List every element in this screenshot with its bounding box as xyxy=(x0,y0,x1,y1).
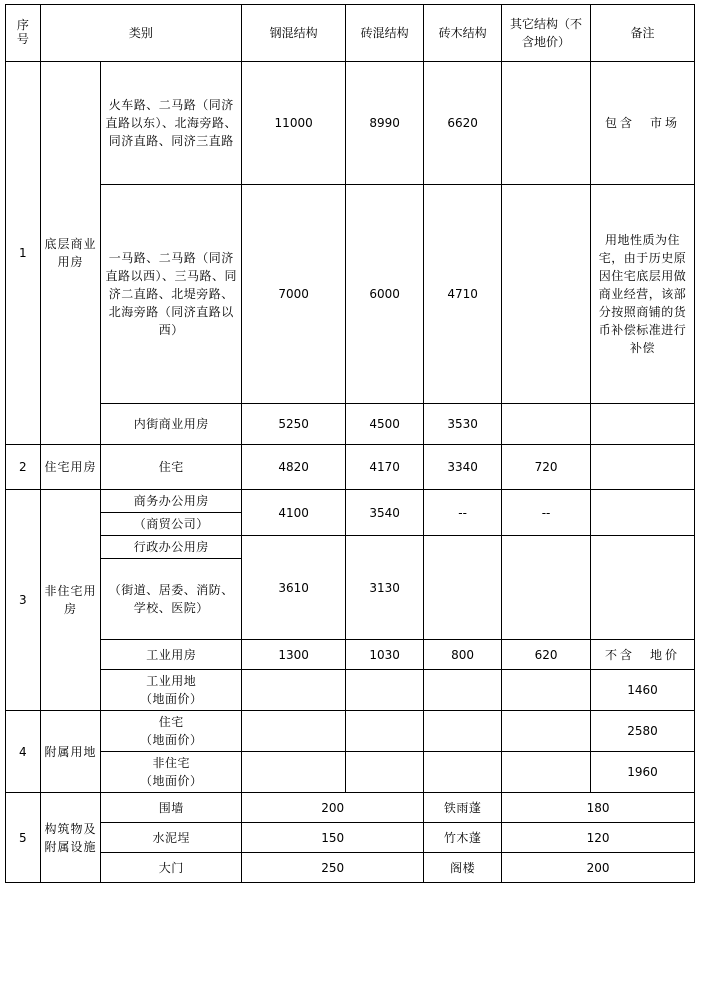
cell-other xyxy=(502,670,591,711)
cell-gangun: 7000 xyxy=(242,185,346,404)
table-row xyxy=(6,640,695,670)
cell-zhuanhun xyxy=(346,752,424,793)
cell-other: 620 xyxy=(502,640,591,670)
cell-value-a: 200 xyxy=(242,793,424,823)
cell-remark: 用地性质为住宅，由于历史原因住宅底层用做商业经营，该部分按照商铺的货币补偿标准进行补偿 xyxy=(590,185,694,404)
cell-zhuanmu: 4710 xyxy=(424,185,502,404)
cell-zhuanhun: 8990 xyxy=(346,62,424,185)
cell-other xyxy=(502,185,591,404)
table-row xyxy=(6,445,695,490)
table-header-row xyxy=(6,5,695,62)
cell-other xyxy=(502,752,591,793)
row-subname: 火车路、二马路（同济直路以东）、北海旁路、同济直路、同济三直路 xyxy=(101,62,242,185)
row-subname-secondary: （商贸公司） xyxy=(101,513,242,536)
cell-gangun: 5250 xyxy=(242,404,346,445)
row-category: 非住宅用房 xyxy=(40,490,101,711)
cell-value-a: 250 xyxy=(242,853,424,883)
row-subname: 住宅 （地面价） xyxy=(101,711,242,752)
cell-zhuanmu: 3340 xyxy=(424,445,502,490)
row-subname: 商务办公用房 xyxy=(101,490,242,513)
cell-gangun: 4820 xyxy=(242,445,346,490)
cell-gangun: 11000 xyxy=(242,62,346,185)
row-subname: 内街商业用房 xyxy=(101,404,242,445)
cell-zhuanmu: 3530 xyxy=(424,404,502,445)
row-subname-b: 竹木蓬 xyxy=(424,823,502,853)
header-category: 类别 xyxy=(40,5,242,62)
cell-zhuanmu xyxy=(424,536,502,640)
header-other: 其它结构（不含地价） xyxy=(502,5,591,62)
row-index: 5 xyxy=(6,793,41,883)
cell-zhuanmu xyxy=(424,711,502,752)
cell-remark xyxy=(590,404,694,445)
row-category: 底层商业用房 xyxy=(40,62,101,445)
cell-remark xyxy=(590,536,694,640)
header-gangun: 钢混结构 xyxy=(242,5,346,62)
row-subname: 工业用地 （地面价） xyxy=(101,670,242,711)
cell-other xyxy=(502,62,591,185)
row-index: 4 xyxy=(6,711,41,793)
cell-zhuanhun: 4170 xyxy=(346,445,424,490)
compensation-table xyxy=(5,4,695,883)
cell-gangun xyxy=(242,752,346,793)
cell-remark xyxy=(590,445,694,490)
row-index: 3 xyxy=(6,490,41,711)
table-row xyxy=(6,536,695,559)
cell-zhuanhun: 3540 xyxy=(346,490,424,536)
cell-gangun: 3610 xyxy=(242,536,346,640)
table-row xyxy=(6,404,695,445)
cell-value-a: 150 xyxy=(242,823,424,853)
cell-value-b: 180 xyxy=(502,793,695,823)
row-subname: 行政办公用房 xyxy=(101,536,242,559)
cell-zhuanhun: 6000 xyxy=(346,185,424,404)
row-subname: 一马路、二马路（同济直路以西）、三马路、同济二直路、北堤旁路、北海旁路（同济直路以西） xyxy=(101,185,242,404)
cell-zhuanhun xyxy=(346,711,424,752)
cell-zhuanhun: 1030 xyxy=(346,640,424,670)
row-subname-b: 铁雨蓬 xyxy=(424,793,502,823)
cell-value-b: 200 xyxy=(502,853,695,883)
cell-remark: 不含 地价 xyxy=(590,640,694,670)
cell-remark: 2580 xyxy=(590,711,694,752)
table-row xyxy=(6,711,695,752)
cell-value-b: 120 xyxy=(502,823,695,853)
cell-zhuanhun: 4500 xyxy=(346,404,424,445)
row-subname-b: 阁楼 xyxy=(424,853,502,883)
header-remark: 备注 xyxy=(590,5,694,62)
table-row xyxy=(6,793,695,823)
cell-remark xyxy=(590,490,694,536)
row-subname: 住宅 xyxy=(101,445,242,490)
document-page xyxy=(0,4,701,1001)
cell-remark: 1460 xyxy=(590,670,694,711)
cell-remark: 1960 xyxy=(590,752,694,793)
cell-other xyxy=(502,404,591,445)
cell-other: -- xyxy=(502,490,591,536)
header-seq: 序 号 xyxy=(6,5,41,62)
cell-gangun xyxy=(242,711,346,752)
row-subname: 围墙 xyxy=(101,793,242,823)
row-subname-secondary: （街道、居委、消防、学校、医院） xyxy=(101,559,242,640)
row-subname: 非住宅 （地面价） xyxy=(101,752,242,793)
cell-zhuanmu xyxy=(424,670,502,711)
cell-zhuanmu: -- xyxy=(424,490,502,536)
cell-other xyxy=(502,711,591,752)
cell-zhuanmu: 800 xyxy=(424,640,502,670)
cell-zhuanmu: 6620 xyxy=(424,62,502,185)
row-subname: 大门 xyxy=(101,853,242,883)
table-row xyxy=(6,670,695,711)
cell-other: 720 xyxy=(502,445,591,490)
cell-other xyxy=(502,536,591,640)
cell-gangun: 1300 xyxy=(242,640,346,670)
row-subname: 水泥埕 xyxy=(101,823,242,853)
table-row xyxy=(6,823,695,853)
cell-zhuanhun: 3130 xyxy=(346,536,424,640)
row-category: 附属用地 xyxy=(40,711,101,793)
row-subname: 工业用房 xyxy=(101,640,242,670)
cell-gangun xyxy=(242,670,346,711)
header-zhuanhun: 砖混结构 xyxy=(346,5,424,62)
table-row xyxy=(6,62,695,185)
cell-zhuanmu xyxy=(424,752,502,793)
cell-remark: 包含 市场 xyxy=(590,62,694,185)
row-category: 构筑物及附属设施 xyxy=(40,793,101,883)
table-row xyxy=(6,752,695,793)
table-row xyxy=(6,853,695,883)
cell-gangun: 4100 xyxy=(242,490,346,536)
row-category: 住宅用房 xyxy=(40,445,101,490)
table-row xyxy=(6,185,695,404)
header-zhuanmu: 砖木结构 xyxy=(424,5,502,62)
row-index: 1 xyxy=(6,62,41,445)
table-row xyxy=(6,490,695,513)
row-index: 2 xyxy=(6,445,41,490)
cell-zhuanhun xyxy=(346,670,424,711)
